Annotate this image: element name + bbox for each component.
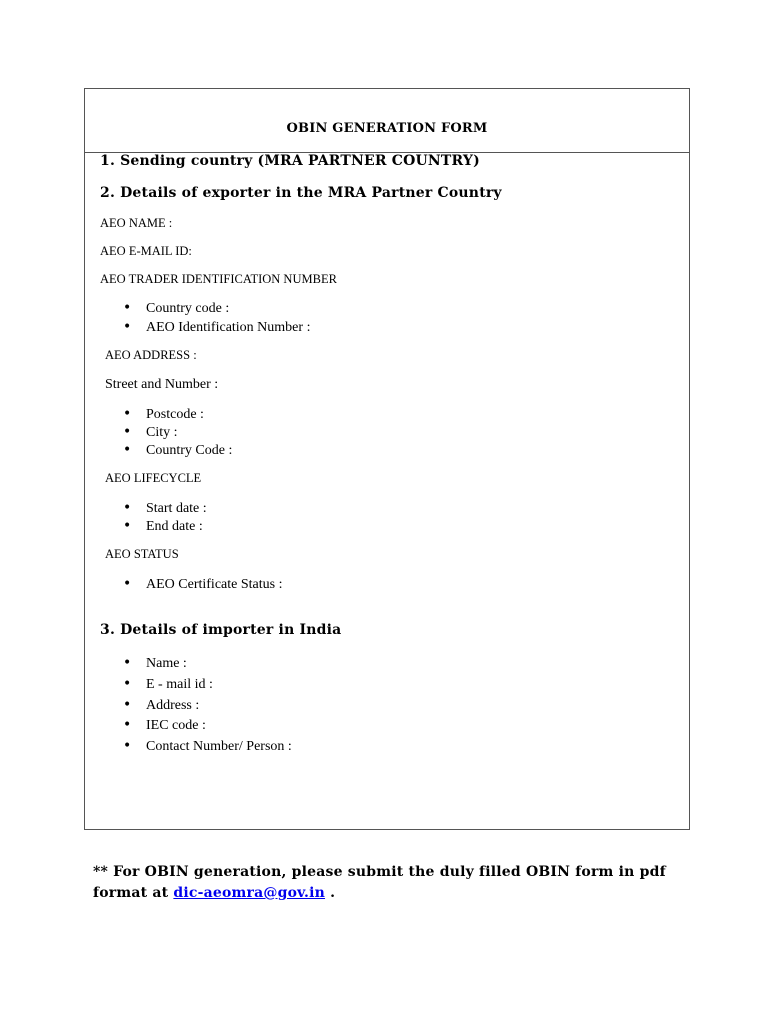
bullet-icon: • [123, 424, 132, 440]
aeo-address-label: AEO ADDRESS : [105, 348, 197, 362]
bullet-icon: • [123, 576, 132, 592]
bullet-icon: • [123, 300, 132, 316]
aeo-lifecycle-label: AEO LIFECYCLE [105, 471, 202, 485]
aeo-name-label: AEO NAME : [100, 216, 173, 230]
list-item-importer-name: Name : [146, 656, 187, 671]
bullet-icon: • [123, 518, 132, 534]
section-sending-country: 1. Sending country (MRA PARTNER COUNTRY) [100, 153, 480, 169]
bullet-icon: • [123, 406, 132, 422]
section-exporter-details: 2. Details of exporter in the MRA Partner Country [100, 185, 502, 201]
list-item-certificate-status: AEO Certificate Status : [146, 577, 283, 592]
note-end: . [325, 885, 336, 901]
aeo-email-label: AEO E-MAIL ID: [100, 244, 192, 258]
bullet-icon: • [123, 676, 132, 692]
bullet-icon: • [123, 319, 132, 335]
aeo-tin-label: AEO TRADER IDENTIFICATION NUMBER [100, 272, 337, 286]
form-title: OBIN GENERATION FORM [286, 121, 488, 136]
list-item-postcode: Postcode : [146, 407, 204, 422]
list-item-start-date: Start date : [146, 501, 207, 516]
bullet-icon: • [123, 717, 132, 733]
bullet-icon: • [123, 500, 132, 516]
list-item-contact-person: Contact Number/ Person : [146, 739, 292, 754]
section-importer-details: 3. Details of importer in India [100, 622, 342, 638]
bullet-icon: • [123, 738, 132, 754]
bullet-icon: • [123, 442, 132, 458]
bullet-icon: • [123, 697, 132, 713]
list-item-aeo-id-number: AEO Identification Number : [146, 320, 311, 335]
street-number-label: Street and Number : [105, 377, 219, 392]
list-item-end-date: End date : [146, 519, 203, 534]
list-item-country-code: Country code : [146, 301, 230, 316]
aeo-status-label: AEO STATUS [105, 547, 179, 561]
list-item-city: City : [146, 425, 178, 440]
list-item-country-code-address: Country Code : [146, 443, 233, 458]
submission-note [93, 862, 693, 904]
bullet-icon: • [123, 655, 132, 671]
list-item-importer-address: Address : [146, 698, 200, 713]
email-link[interactable]: dic-aeomra@gov.in [173, 885, 326, 901]
list-item-importer-email: E - mail id : [146, 677, 213, 692]
list-item-iec-code: IEC code : [146, 718, 206, 733]
note-text: ** For OBIN generation, please submit the duly filled OBIN form in pdf format at [93, 864, 666, 901]
form-title-row [85, 89, 689, 153]
